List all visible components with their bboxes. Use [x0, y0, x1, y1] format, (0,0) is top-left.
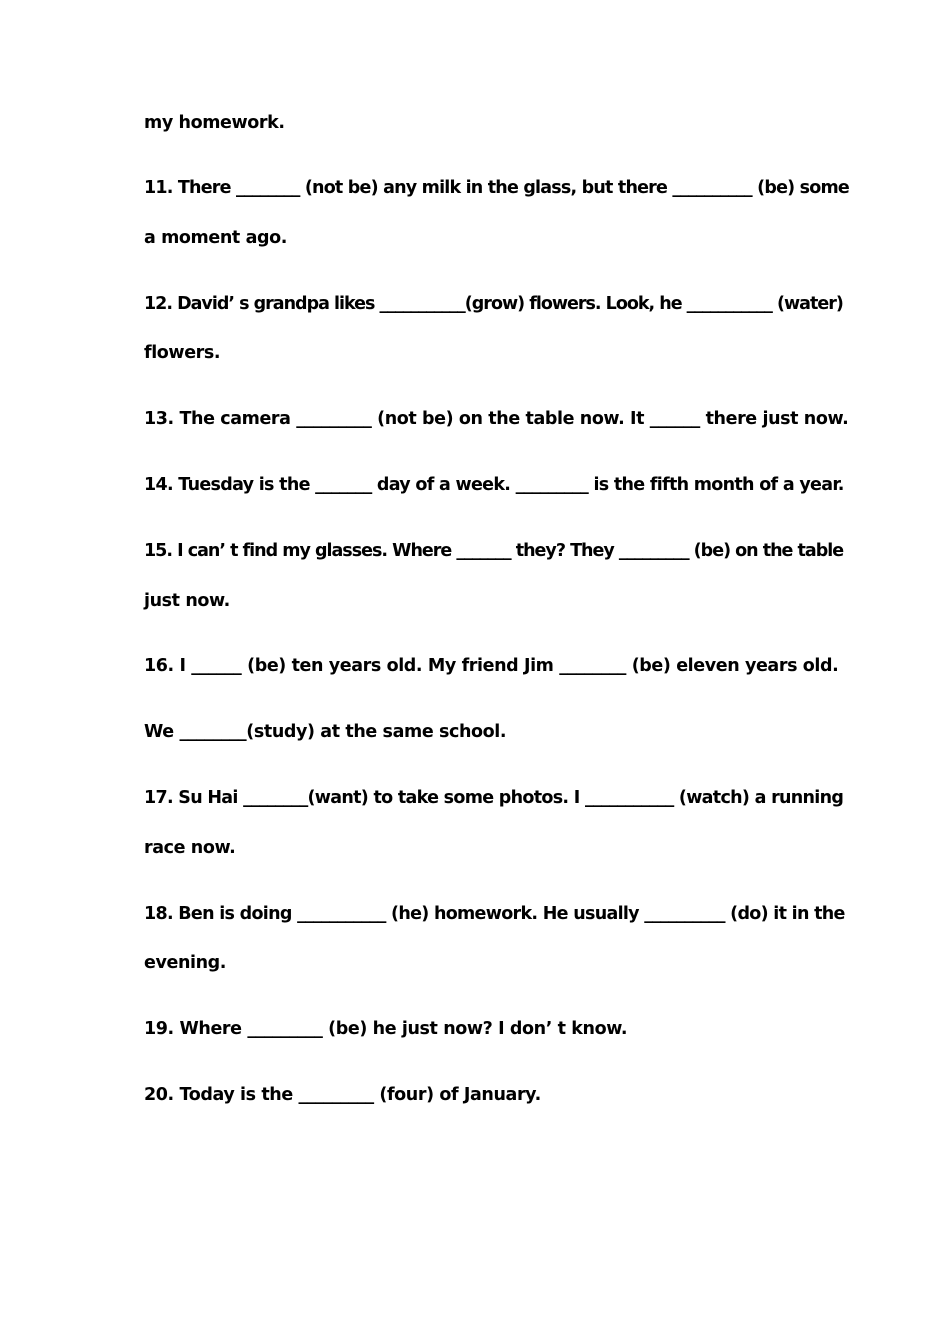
question-16-line-1: 16. I ______ (be) ten years old. My friend Jim ________ (be) eleven years old.	[144, 656, 839, 676]
question-17-line-1: 17. Su Hai ________(want) to take some photos. I ___________ (watch) a running	[144, 788, 844, 808]
question-14: 14. Tuesday is the _______ day of a week. _________ is the fifth month of a year.	[144, 475, 844, 495]
question-15-line-1: 15. I can’ t find my glasses. Where _______ they? They _________ (be) on the table	[144, 541, 844, 561]
question-19: 19. Where _________ (be) he just now? I don’ t know.	[144, 1019, 628, 1039]
question-16-line-2: We ________(study) at the same school.	[144, 722, 507, 742]
question-15-line-2: just now.	[144, 591, 230, 611]
question-12-line-1: 12. David’ s grandpa likes ___________(grow) flowers. Look, he ___________ (water)	[144, 294, 843, 314]
question-18-line-2: evening.	[144, 953, 227, 973]
question-20: 20. Today is the _________ (four) of January.	[144, 1085, 541, 1105]
text-line: my homework.	[144, 113, 285, 133]
question-13: 13. The camera _________ (not be) on the table now. It ______ there just now.	[144, 409, 849, 429]
question-11-line-1: 11. There ________ (not be) any milk in the glass, but there __________ (be) some	[144, 178, 849, 198]
question-12-line-2: flowers.	[144, 343, 221, 363]
question-17-line-2: race now.	[144, 838, 236, 858]
question-18-line-1: 18. Ben is doing ___________ (he) homework. He usually __________ (do) it in the	[144, 904, 845, 924]
question-11-line-2: a moment ago.	[144, 228, 287, 248]
